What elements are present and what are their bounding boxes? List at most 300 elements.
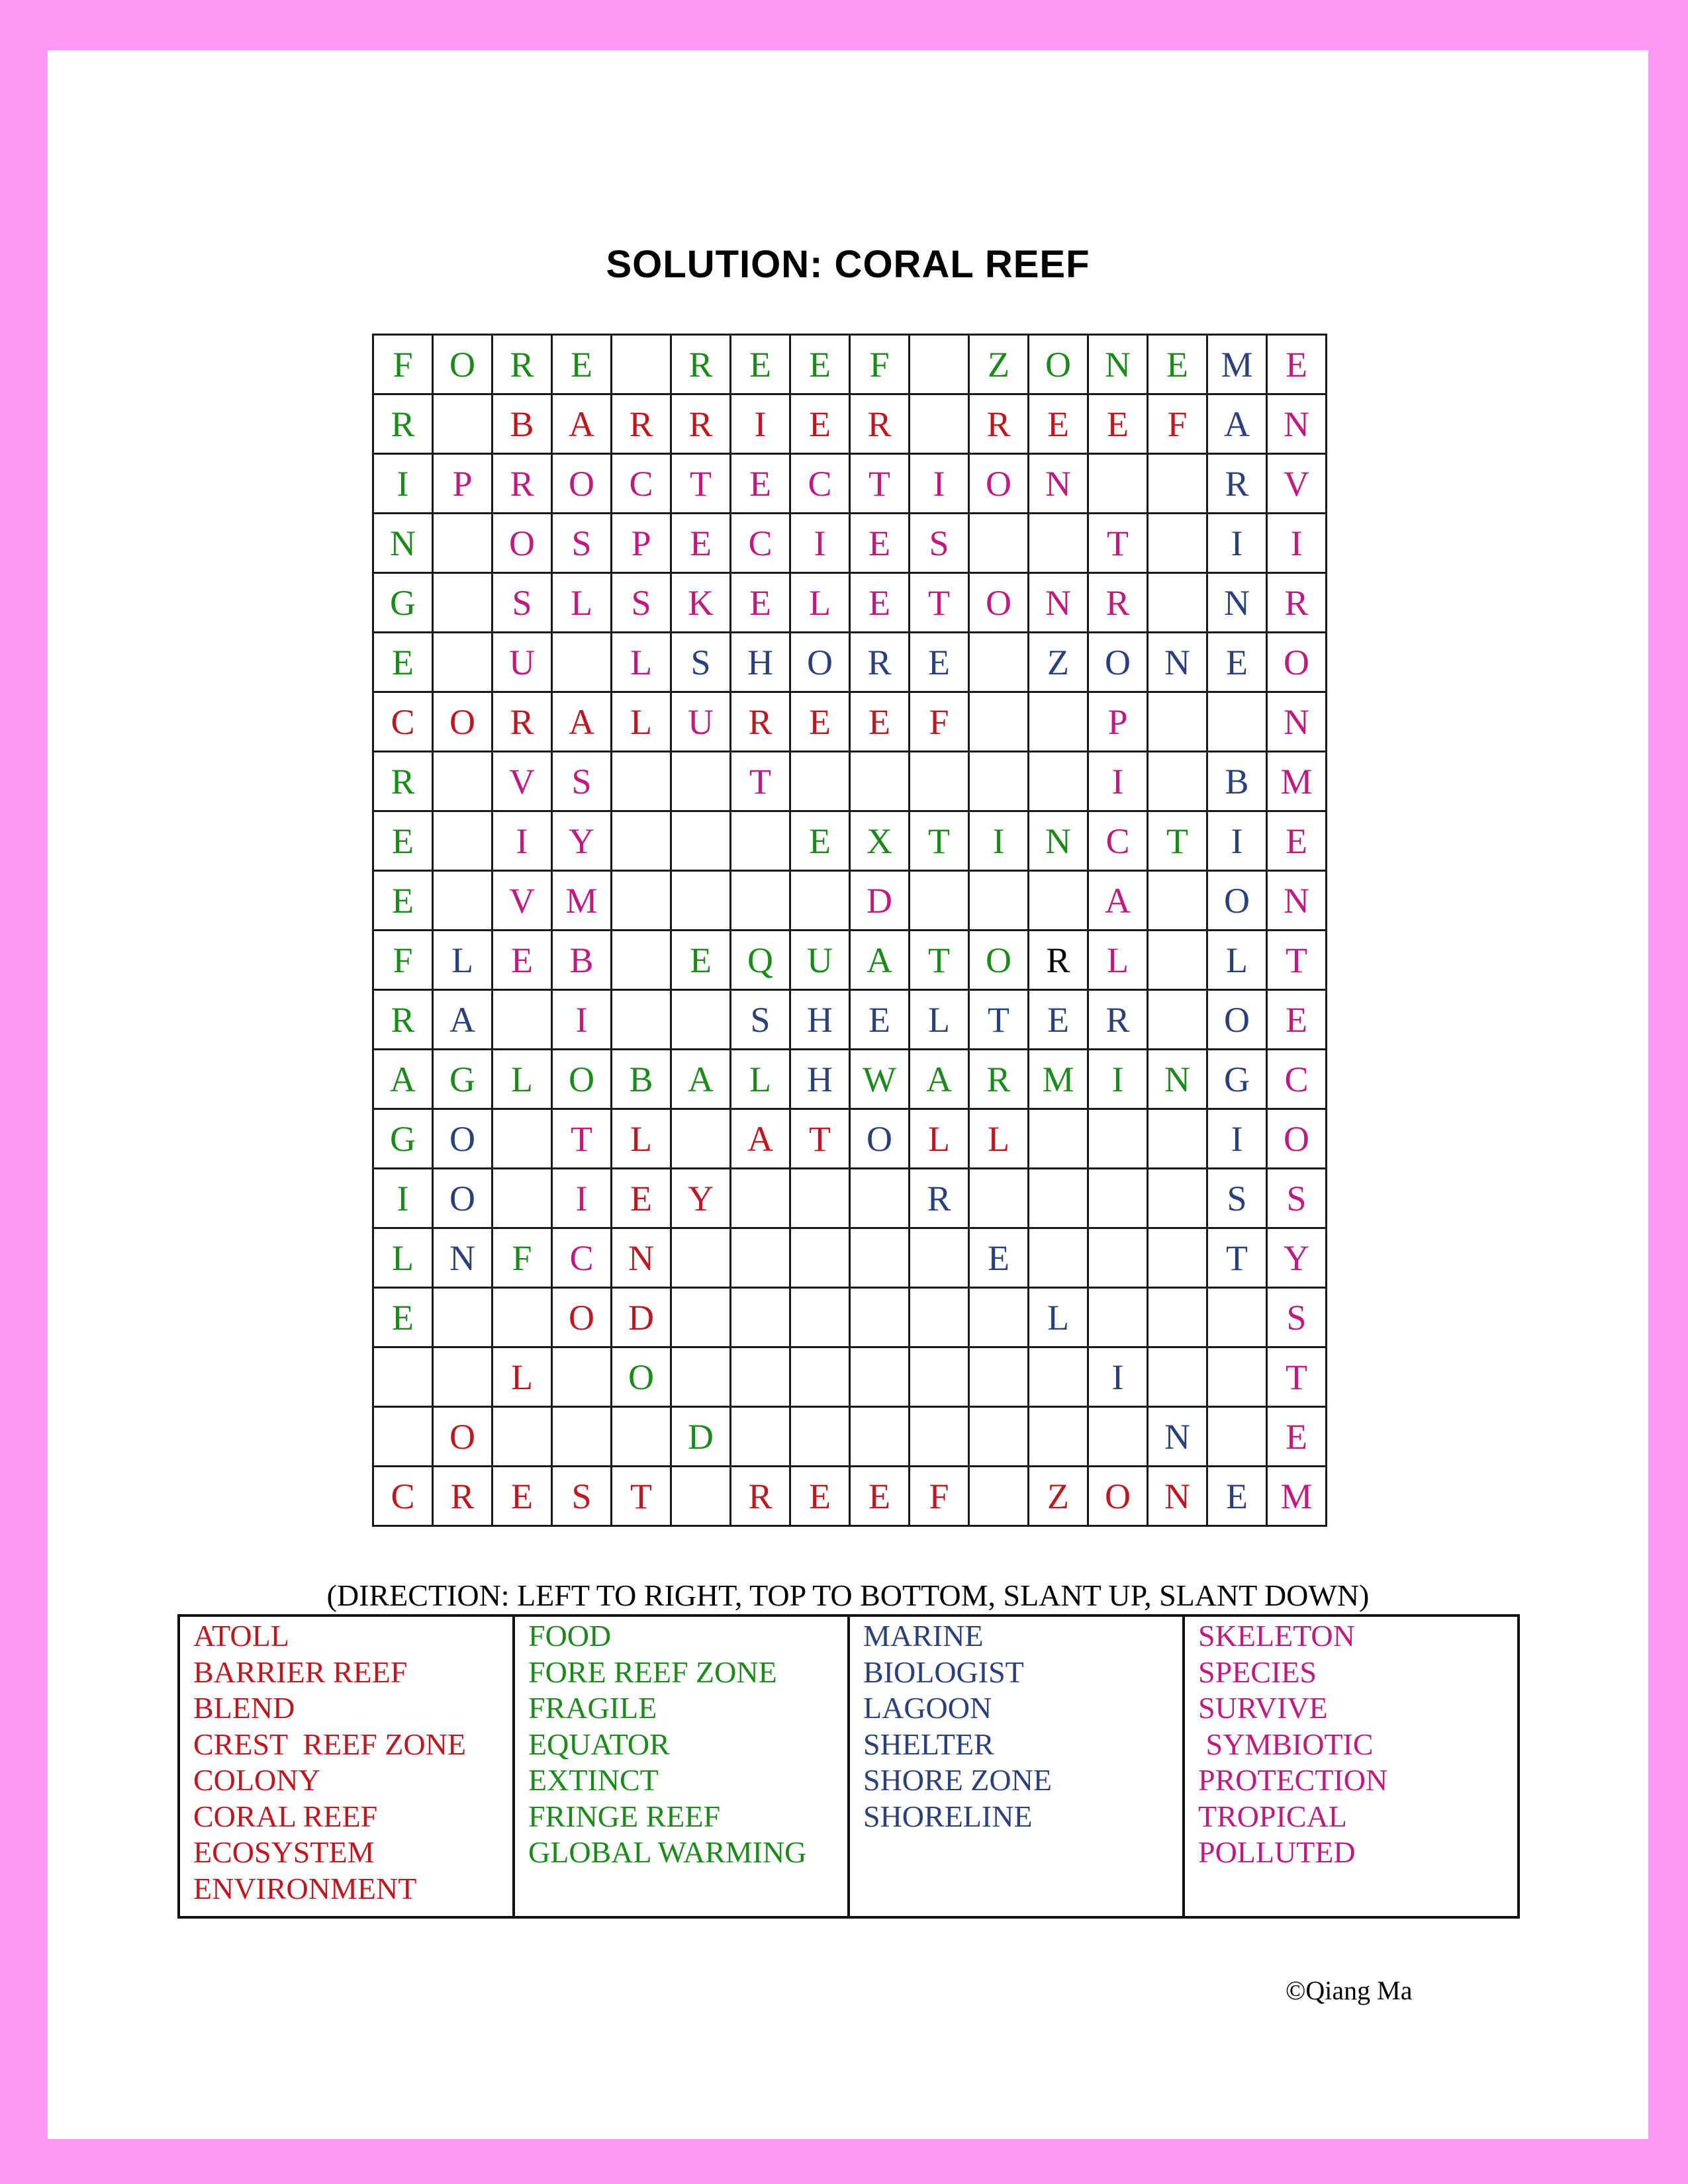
- grid-cell: V: [492, 871, 552, 931]
- grid-cell: T: [910, 811, 969, 871]
- grid-cell: U: [671, 692, 731, 752]
- grid-cell: L: [552, 573, 612, 633]
- word-bank-word: POLLUTED: [1198, 1835, 1356, 1869]
- grid-cell: [850, 1228, 910, 1288]
- grid-cell: G: [373, 573, 433, 633]
- grid-cell: E: [373, 871, 433, 931]
- grid-cell: V: [492, 752, 552, 811]
- grid-cell: [969, 1467, 1029, 1526]
- grid-cell: S: [671, 633, 731, 692]
- grid-cell: P: [1088, 692, 1148, 752]
- grid-cell: I: [1207, 514, 1267, 573]
- grid-cell: [433, 1288, 492, 1347]
- grid-row: [373, 1050, 1327, 1109]
- grid-row: [373, 1467, 1327, 1526]
- grid-row: [373, 1288, 1327, 1347]
- grid-cell: T: [969, 990, 1029, 1050]
- grid-cell: P: [612, 514, 671, 573]
- word-bank-column: [1182, 1617, 1517, 1916]
- grid-cell: O: [433, 692, 492, 752]
- grid-cell: T: [1207, 1228, 1267, 1288]
- grid-row: [373, 394, 1327, 454]
- grid-cell: [969, 514, 1029, 573]
- grid-cell: [492, 1109, 552, 1169]
- grid-cell: I: [910, 454, 969, 514]
- grid-row: [373, 454, 1327, 514]
- grid-cell: N: [1029, 573, 1088, 633]
- grid-cell: T: [731, 752, 790, 811]
- grid-cell: O: [1267, 633, 1327, 692]
- grid-cell: R: [969, 394, 1029, 454]
- grid-cell: [612, 1407, 671, 1467]
- grid-cell: R: [373, 394, 433, 454]
- grid-cell: [1148, 1169, 1207, 1228]
- grid-cell: [1207, 1407, 1267, 1467]
- grid-cell: [671, 871, 731, 931]
- grid-cell: [612, 990, 671, 1050]
- grid-cell: N: [1267, 692, 1327, 752]
- grid-cell: O: [552, 454, 612, 514]
- grid-cell: I: [1088, 1347, 1148, 1407]
- grid-cell: [612, 335, 671, 394]
- grid-cell: [969, 1347, 1029, 1407]
- grid-cell: N: [1148, 1050, 1207, 1109]
- grid-cell: [671, 811, 731, 871]
- grid-cell: C: [373, 692, 433, 752]
- grid-cell: L: [492, 1347, 552, 1407]
- grid-cell: L: [790, 573, 850, 633]
- grid-cell: [731, 871, 790, 931]
- grid-cell: I: [373, 1169, 433, 1228]
- grid-cell: A: [552, 394, 612, 454]
- grid-cell: [910, 1288, 969, 1347]
- grid-cell: C: [612, 454, 671, 514]
- grid-cell: A: [552, 692, 612, 752]
- grid-cell: I: [552, 1169, 612, 1228]
- grid-cell: M: [1267, 1467, 1327, 1526]
- grid-cell: E: [1029, 990, 1088, 1050]
- grid-cell: R: [731, 1467, 790, 1526]
- grid-cell: R: [1088, 573, 1148, 633]
- grid-cell: E: [1207, 633, 1267, 692]
- grid-cell: D: [850, 871, 910, 931]
- grid-cell: [1029, 1109, 1088, 1169]
- grid-cell: [1029, 1347, 1088, 1407]
- copyright: ©Qiang Ma: [1286, 1976, 1413, 2005]
- grid-cell: E: [850, 1467, 910, 1526]
- grid-cell: [492, 1288, 552, 1347]
- grid-cell: R: [910, 1169, 969, 1228]
- grid-cell: L: [969, 1109, 1029, 1169]
- grid-cell: [433, 633, 492, 692]
- grid-cell: O: [612, 1347, 671, 1407]
- grid-cell: O: [1029, 335, 1088, 394]
- grid-cell: A: [850, 931, 910, 990]
- grid-cell: E: [731, 335, 790, 394]
- grid-cell: [1148, 990, 1207, 1050]
- grid-cell: X: [850, 811, 910, 871]
- direction-note: (DIRECTION: LEFT TO RIGHT, TOP TO BOTTOM, SLANT UP, SLANT DOWN): [326, 1578, 1370, 1612]
- grid-cell: E: [492, 1467, 552, 1526]
- grid-cell: L: [492, 1050, 552, 1109]
- grid-cell: [552, 1347, 612, 1407]
- grid-cell: [433, 871, 492, 931]
- grid-cell: [1088, 1228, 1148, 1288]
- grid-cell: O: [969, 931, 1029, 990]
- grid-cell: C: [790, 454, 850, 514]
- grid-cell: [1088, 1169, 1148, 1228]
- grid-cell: [969, 1407, 1029, 1467]
- grid-cell: [1207, 1347, 1267, 1407]
- grid-cell: H: [790, 990, 850, 1050]
- grid-cell: [612, 811, 671, 871]
- grid-cell: L: [731, 1050, 790, 1109]
- grid-cell: L: [612, 692, 671, 752]
- grid-cell: R: [731, 692, 790, 752]
- grid-cell: S: [552, 752, 612, 811]
- grid-cell: O: [492, 514, 552, 573]
- grid-row: [373, 1169, 1327, 1228]
- grid-cell: T: [612, 1467, 671, 1526]
- worksheet-page: [48, 50, 1648, 2139]
- grid-cell: [1029, 692, 1088, 752]
- grid-cell: U: [790, 931, 850, 990]
- grid-cell: L: [1029, 1288, 1088, 1347]
- grid-cell: R: [1029, 931, 1088, 990]
- grid-cell: [790, 1228, 850, 1288]
- grid-cell: I: [731, 394, 790, 454]
- grid-cell: O: [850, 1109, 910, 1169]
- grid-cell: E: [1148, 335, 1207, 394]
- grid-cell: E: [1088, 394, 1148, 454]
- grid-cell: E: [1267, 335, 1327, 394]
- grid-cell: Z: [969, 335, 1029, 394]
- grid-cell: S: [1207, 1169, 1267, 1228]
- grid-cell: M: [1207, 335, 1267, 394]
- grid-cell: [1088, 1407, 1148, 1467]
- grid-cell: [433, 811, 492, 871]
- grid-cell: [671, 1228, 731, 1288]
- grid-cell: E: [910, 633, 969, 692]
- grid-cell: T: [1267, 1347, 1327, 1407]
- word-bank-word: TROPICAL: [1198, 1799, 1347, 1833]
- grid-cell: T: [1148, 811, 1207, 871]
- grid-row: [373, 990, 1327, 1050]
- grid-cell: E: [492, 931, 552, 990]
- grid-cell: [790, 1347, 850, 1407]
- grid-row: [373, 1407, 1327, 1467]
- grid-cell: [373, 1407, 433, 1467]
- grid-cell: [910, 1347, 969, 1407]
- grid-cell: G: [373, 1109, 433, 1169]
- word-bank-word: BARRIER REEF: [193, 1655, 408, 1689]
- grid-cell: I: [1267, 514, 1327, 573]
- grid-cell: T: [910, 573, 969, 633]
- grid-cell: B: [552, 931, 612, 990]
- grid-cell: E: [790, 335, 850, 394]
- grid-cell: [1148, 752, 1207, 811]
- grid-cell: R: [1088, 990, 1148, 1050]
- grid-cell: V: [1267, 454, 1327, 514]
- grid-cell: N: [1267, 394, 1327, 454]
- grid-row: [373, 514, 1327, 573]
- word-bank: [177, 1614, 1520, 1919]
- grid-cell: [910, 335, 969, 394]
- grid-cell: N: [433, 1228, 492, 1288]
- grid-cell: G: [1207, 1050, 1267, 1109]
- grid-cell: R: [492, 454, 552, 514]
- word-bank-column: [180, 1617, 512, 1916]
- grid-row: [373, 633, 1327, 692]
- grid-cell: A: [671, 1050, 731, 1109]
- word-bank-word: FORE REEF ZONE: [528, 1655, 777, 1689]
- grid-cell: O: [1267, 1109, 1327, 1169]
- word-bank-word: PROTECTION: [1198, 1763, 1388, 1797]
- grid-cell: F: [373, 931, 433, 990]
- grid-cell: L: [612, 633, 671, 692]
- grid-cell: [790, 1407, 850, 1467]
- grid-cell: [731, 1407, 790, 1467]
- grid-cell: I: [1088, 752, 1148, 811]
- grid-cell: W: [850, 1050, 910, 1109]
- grid-cell: F: [910, 1467, 969, 1526]
- grid-cell: F: [850, 335, 910, 394]
- grid-cell: T: [1088, 514, 1148, 573]
- grid-cell: I: [969, 811, 1029, 871]
- grid-cell: [1148, 1109, 1207, 1169]
- grid-cell: T: [910, 931, 969, 990]
- word-bank-word: FOOD: [528, 1619, 612, 1653]
- grid-cell: [850, 752, 910, 811]
- grid-cell: G: [433, 1050, 492, 1109]
- grid-cell: D: [671, 1407, 731, 1467]
- grid-cell: E: [552, 335, 612, 394]
- word-bank-word: SYMBIOTIC: [1198, 1727, 1374, 1761]
- grid-cell: [373, 1347, 433, 1407]
- grid-row: [373, 692, 1327, 752]
- grid-cell: [1029, 752, 1088, 811]
- grid-row: [373, 573, 1327, 633]
- grid-cell: [1148, 1347, 1207, 1407]
- grid-cell: T: [850, 454, 910, 514]
- grid-row: [373, 871, 1327, 931]
- grid-cell: I: [373, 454, 433, 514]
- grid-cell: [671, 1467, 731, 1526]
- grid-cell: [969, 692, 1029, 752]
- grid-cell: O: [433, 335, 492, 394]
- grid-cell: [1029, 1407, 1088, 1467]
- grid-cell: [790, 871, 850, 931]
- grid-cell: [731, 811, 790, 871]
- grid-row: [373, 1109, 1327, 1169]
- grid-cell: E: [671, 514, 731, 573]
- grid-cell: A: [910, 1050, 969, 1109]
- grid-cell: [1148, 454, 1207, 514]
- word-bank-column: [512, 1617, 847, 1916]
- grid-cell: E: [1267, 1407, 1327, 1467]
- grid-cell: [612, 931, 671, 990]
- grid-cell: E: [1029, 394, 1088, 454]
- grid-cell: [1029, 514, 1088, 573]
- grid-cell: R: [850, 633, 910, 692]
- word-bank-word: SPECIES: [1198, 1655, 1317, 1689]
- grid-cell: [1207, 1288, 1267, 1347]
- grid-cell: Y: [671, 1169, 731, 1228]
- word-bank-word: CREST REEF ZONE: [193, 1727, 466, 1761]
- grid-cell: L: [1088, 931, 1148, 990]
- grid-cell: T: [552, 1109, 612, 1169]
- grid-cell: [850, 1288, 910, 1347]
- grid-cell: E: [373, 811, 433, 871]
- word-bank-word: SURVIVE: [1198, 1691, 1328, 1725]
- grid-cell: A: [731, 1109, 790, 1169]
- word-bank-word: SHORELINE: [863, 1799, 1033, 1833]
- word-search-grid: [372, 334, 1327, 1527]
- grid-cell: [969, 871, 1029, 931]
- grid-cell: [850, 1407, 910, 1467]
- grid-cell: E: [373, 1288, 433, 1347]
- grid-cell: S: [552, 1467, 612, 1526]
- grid-cell: [433, 394, 492, 454]
- grid-cell: I: [552, 990, 612, 1050]
- grid-cell: R: [671, 394, 731, 454]
- grid-cell: [671, 990, 731, 1050]
- word-bank-word: ATOLL: [193, 1619, 289, 1653]
- grid-cell: [731, 1169, 790, 1228]
- word-bank-word: SHELTER: [863, 1727, 994, 1761]
- grid-cell: [910, 752, 969, 811]
- grid-cell: [1148, 871, 1207, 931]
- grid-cell: F: [910, 692, 969, 752]
- grid-cell: O: [552, 1050, 612, 1109]
- grid-cell: L: [910, 990, 969, 1050]
- grid-cell: E: [1267, 811, 1327, 871]
- word-bank-word: BLEND: [193, 1691, 295, 1725]
- word-bank-column: [847, 1617, 1182, 1916]
- grid-cell: R: [969, 1050, 1029, 1109]
- grid-cell: N: [1148, 1467, 1207, 1526]
- grid-cell: E: [850, 692, 910, 752]
- grid-cell: R: [1207, 454, 1267, 514]
- grid-cell: E: [731, 573, 790, 633]
- grid-cell: C: [552, 1228, 612, 1288]
- grid-cell: Y: [1267, 1228, 1327, 1288]
- grid-cell: [1029, 1169, 1088, 1228]
- grid-cell: O: [1207, 871, 1267, 931]
- grid-cell: [671, 1109, 731, 1169]
- grid-cell: O: [433, 1169, 492, 1228]
- grid-cell: E: [1207, 1467, 1267, 1526]
- grid-cell: [1207, 692, 1267, 752]
- grid-cell: B: [492, 394, 552, 454]
- grid-cell: C: [731, 514, 790, 573]
- grid-cell: L: [373, 1228, 433, 1288]
- grid-cell: A: [373, 1050, 433, 1109]
- grid-cell: T: [1267, 931, 1327, 990]
- grid-cell: I: [790, 514, 850, 573]
- grid-cell: Z: [1029, 1467, 1088, 1526]
- grid-cell: O: [1088, 1467, 1148, 1526]
- grid-cell: [1088, 454, 1148, 514]
- grid-cell: E: [790, 811, 850, 871]
- grid-cell: [969, 633, 1029, 692]
- grid-cell: F: [1148, 394, 1207, 454]
- grid-cell: I: [1207, 1109, 1267, 1169]
- grid-cell: [910, 1228, 969, 1288]
- grid-row: [373, 1228, 1327, 1288]
- grid-cell: [1148, 692, 1207, 752]
- grid-cell: [671, 752, 731, 811]
- grid-cell: [492, 1169, 552, 1228]
- grid-cell: [969, 1169, 1029, 1228]
- grid-cell: [1148, 1228, 1207, 1288]
- word-bank-word: FRINGE REEF: [528, 1799, 721, 1833]
- grid-cell: [850, 1169, 910, 1228]
- grid-cell: [790, 1169, 850, 1228]
- grid-cell: E: [671, 931, 731, 990]
- grid-cell: Y: [552, 811, 612, 871]
- grid-cell: I: [1088, 1050, 1148, 1109]
- grid-cell: [910, 1407, 969, 1467]
- grid-cell: O: [969, 454, 1029, 514]
- word-bank-word: FRAGILE: [528, 1691, 657, 1725]
- grid-cell: [731, 1288, 790, 1347]
- word-bank-word: SHORE ZONE: [863, 1763, 1052, 1797]
- grid-cell: [1148, 1288, 1207, 1347]
- grid-cell: [1029, 871, 1088, 931]
- word-bank-word: SKELETON: [1198, 1619, 1355, 1653]
- grid-cell: T: [790, 1109, 850, 1169]
- grid-cell: P: [433, 454, 492, 514]
- word-bank-word: LAGOON: [863, 1691, 992, 1725]
- grid-cell: L: [612, 1109, 671, 1169]
- grid-cell: M: [1029, 1050, 1088, 1109]
- grid-cell: N: [612, 1228, 671, 1288]
- grid-cell: [552, 1407, 612, 1467]
- grid-cell: N: [1029, 454, 1088, 514]
- grid-cell: S: [1267, 1169, 1327, 1228]
- grid-cell: [612, 871, 671, 931]
- word-bank-word: ENVIRONMENT: [193, 1871, 417, 1905]
- grid-cell: H: [731, 633, 790, 692]
- grid-cell: C: [1267, 1050, 1327, 1109]
- grid-cell: A: [1088, 871, 1148, 931]
- grid-cell: S: [492, 573, 552, 633]
- grid-cell: E: [850, 990, 910, 1050]
- grid-cell: Q: [731, 931, 790, 990]
- grid-cell: F: [373, 335, 433, 394]
- grid-cell: [492, 1407, 552, 1467]
- grid-cell: O: [1088, 633, 1148, 692]
- grid-cell: [850, 1347, 910, 1407]
- grid-cell: U: [492, 633, 552, 692]
- grid-cell: [433, 514, 492, 573]
- grid-row: [373, 1347, 1327, 1407]
- grid-cell: L: [1207, 931, 1267, 990]
- grid-cell: S: [552, 514, 612, 573]
- word-bank-word: GLOBAL WARMING: [528, 1835, 807, 1869]
- grid-cell: M: [1267, 752, 1327, 811]
- grid-cell: R: [671, 335, 731, 394]
- grid-cell: [1148, 931, 1207, 990]
- grid-cell: C: [1088, 811, 1148, 871]
- grid-cell: O: [790, 633, 850, 692]
- grid-cell: E: [790, 394, 850, 454]
- grid-cell: S: [612, 573, 671, 633]
- grid-cell: N: [1207, 573, 1267, 633]
- grid-cell: O: [969, 573, 1029, 633]
- grid-cell: R: [1267, 573, 1327, 633]
